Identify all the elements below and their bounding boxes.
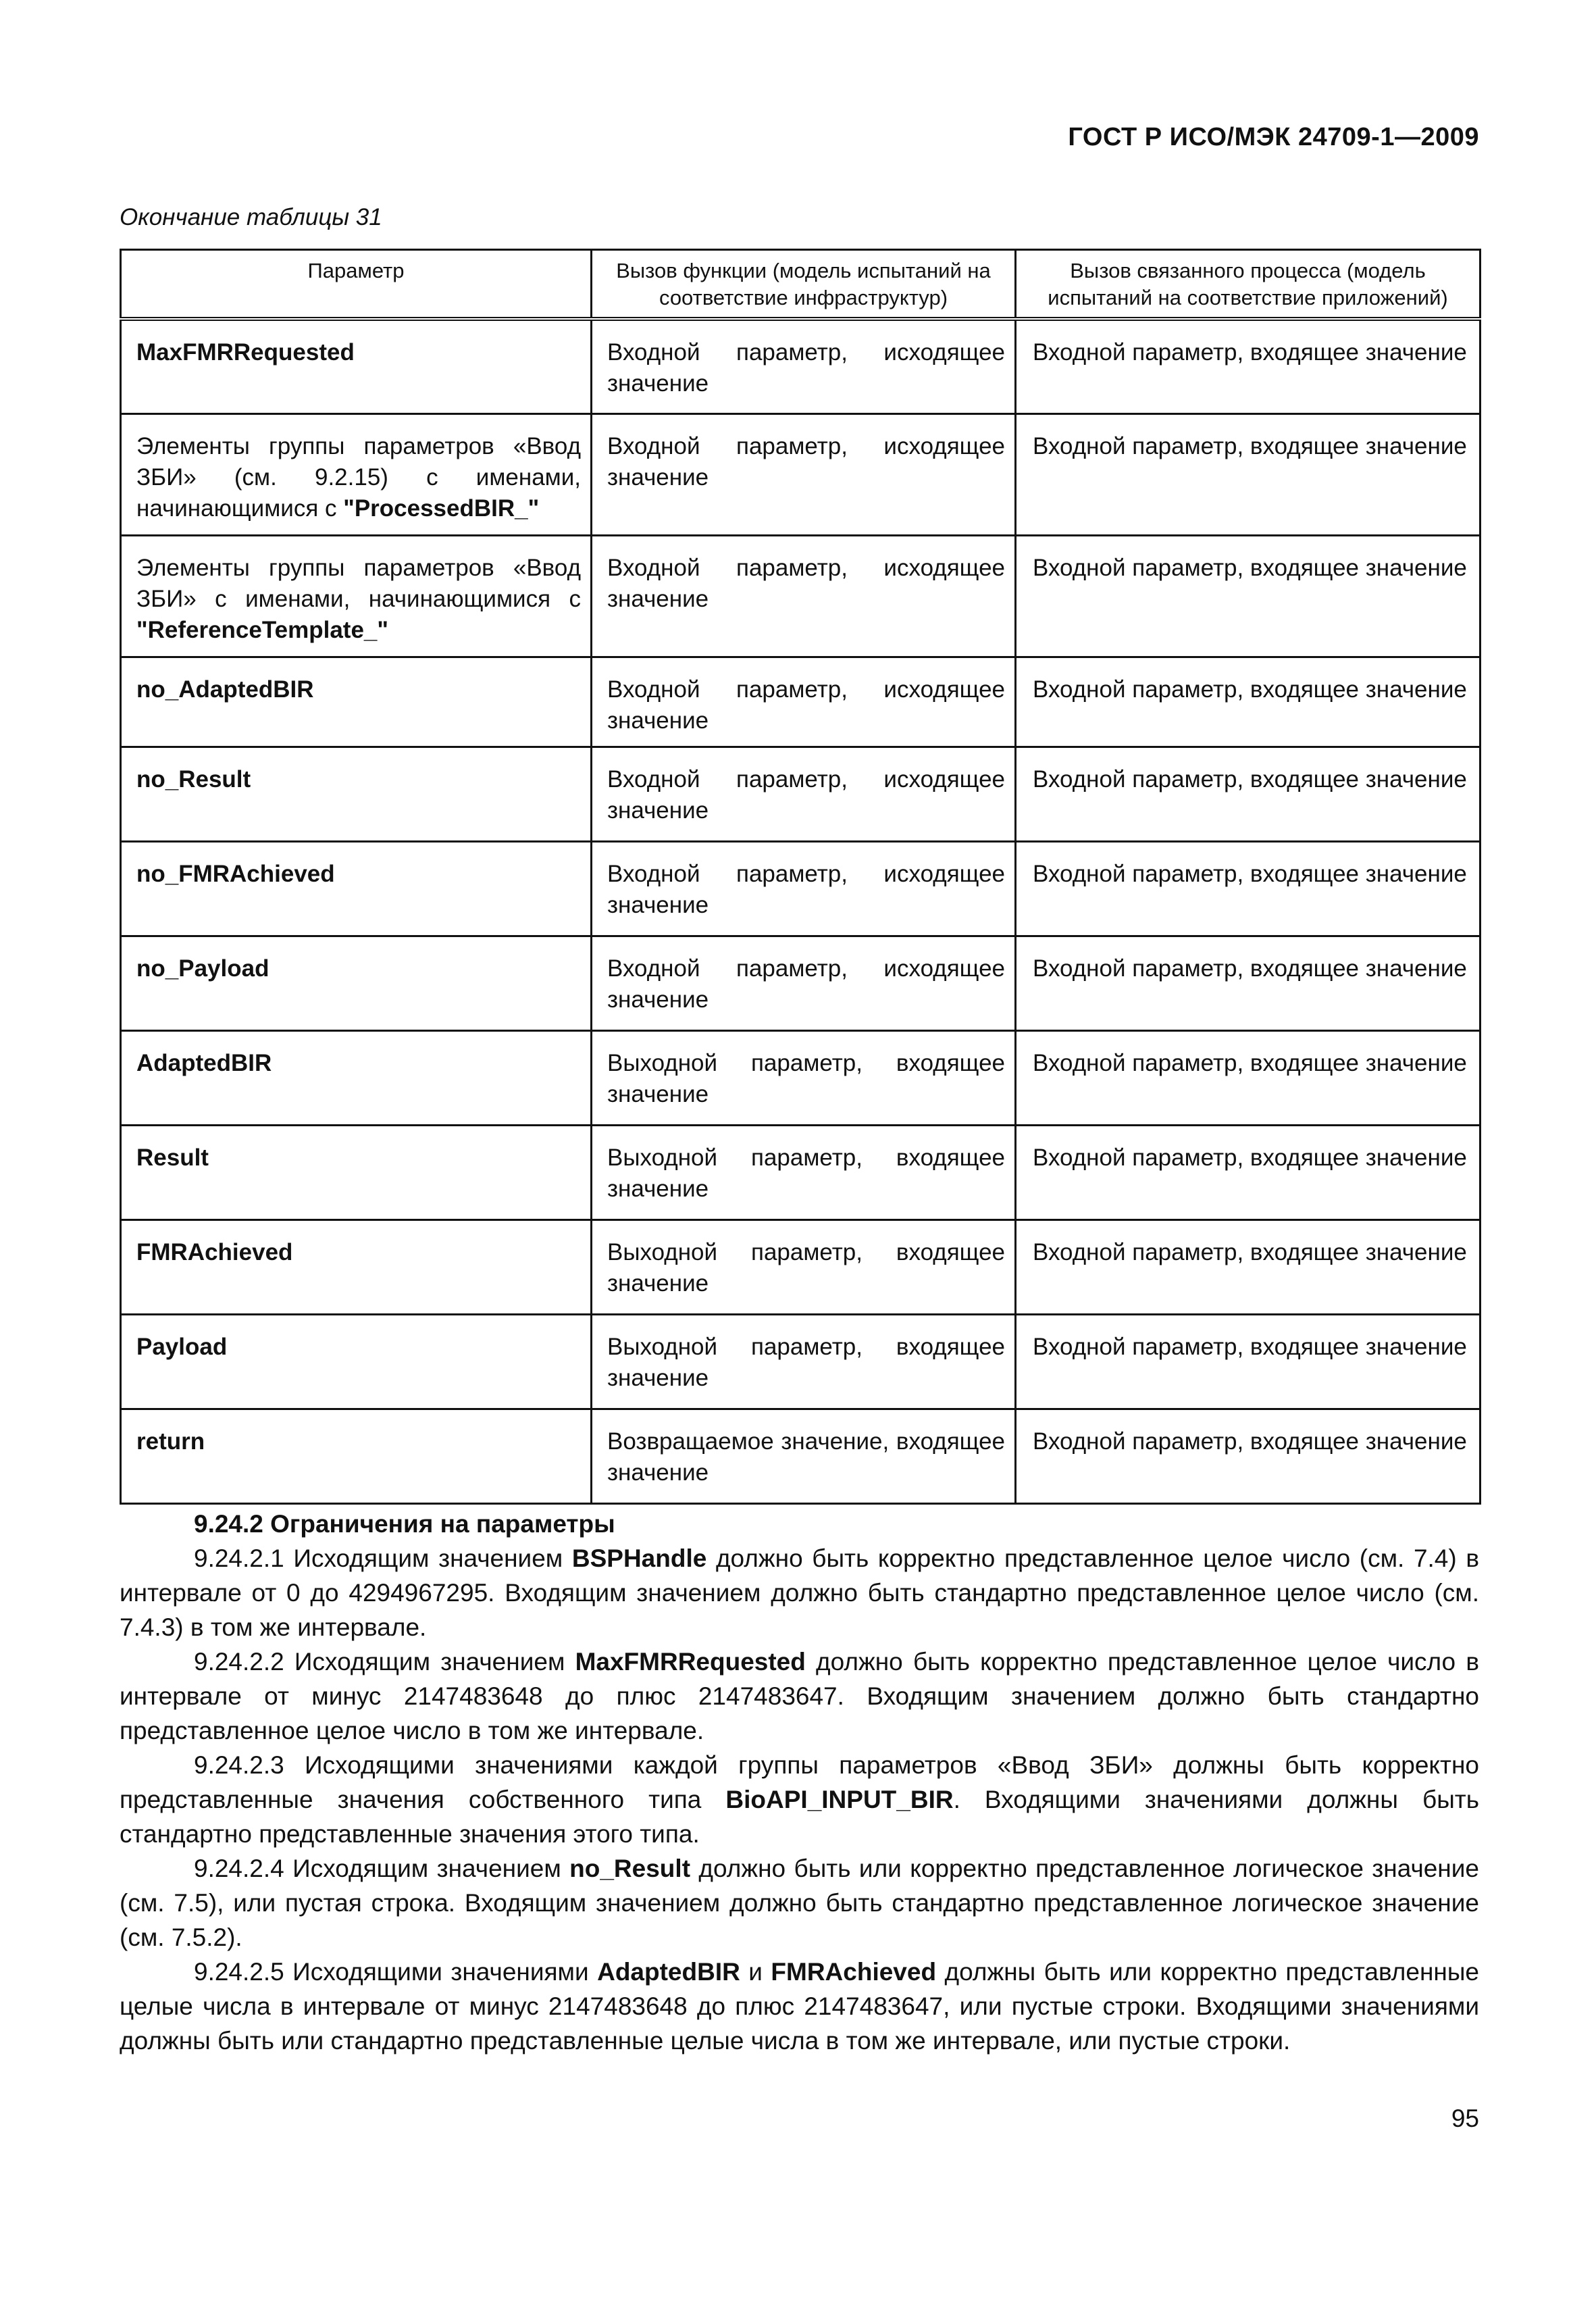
document-header: ГОСТ Р ИСО/МЭК 24709-1—2009 bbox=[1068, 123, 1479, 151]
parameters-table bbox=[120, 249, 1481, 1505]
parameter-name: "ProcessedBIR_" bbox=[343, 495, 540, 522]
parameter-cell bbox=[121, 841, 592, 936]
function-call-cell: Входной параметр, исходящее значение bbox=[592, 535, 1016, 657]
parameter-cell bbox=[121, 1125, 592, 1219]
term-maxfmrrequested: MaxFMRRequested bbox=[575, 1648, 806, 1676]
parameter-cell bbox=[121, 1314, 592, 1409]
function-call-cell: Входной параметр, исходящее значение bbox=[592, 657, 1016, 747]
paragraph-9-24-2-5: 9.24.2.5 Исходящими значениями AdaptedBIR и FMRAchieved должны быть или корректно представленные целые числа в интервале от минус 2147483648 до плюс 2147483647, или пустые строки. Входящими значениями должны быть или стандартно представленные целые числа в том же интервале, или пустые строки. bbox=[120, 1958, 1479, 2055]
table-row bbox=[121, 657, 1481, 747]
table-row bbox=[121, 1409, 1481, 1503]
function-call-cell: Входной параметр, исходящее значение bbox=[592, 319, 1016, 413]
function-call-cell: Входной параметр, исходящее значение bbox=[592, 936, 1016, 1030]
callback-cell: Входной параметр, входящее значение bbox=[1016, 1314, 1481, 1409]
callback-cell: Входной параметр, входящее значение bbox=[1016, 747, 1481, 841]
table-header-row bbox=[121, 250, 1481, 320]
function-call-cell: Выходной параметр, входящее значение bbox=[592, 1125, 1016, 1219]
callback-cell: Входной параметр, входящее значение bbox=[1016, 936, 1481, 1030]
term-bioapi-input-bir: BioAPI_INPUT_BIR bbox=[725, 1786, 954, 1813]
parameter-cell bbox=[121, 319, 592, 413]
parameter-name: no_Payload bbox=[136, 955, 269, 982]
callback-cell: Входной параметр, входящее значение bbox=[1016, 319, 1481, 413]
parameter-name: Payload bbox=[136, 1333, 228, 1360]
parameter-name: no_AdaptedBIR bbox=[136, 676, 314, 703]
table-row bbox=[121, 535, 1481, 657]
parameter-name: no_FMRAchieved bbox=[136, 860, 335, 887]
parameter-cell bbox=[121, 747, 592, 841]
table-body bbox=[121, 319, 1481, 1503]
parameter-name: no_Result bbox=[136, 765, 251, 793]
table-row bbox=[121, 841, 1481, 936]
parameter-cell bbox=[121, 1030, 592, 1125]
paragraph-9-24-2-2: 9.24.2.2 Исходящим значением MaxFMRRequested должно быть корректно представленное целое число в интервале от минус 2147483648 до плюс 2147483647. Входящим значением должно быть стандартно представленное целое число в том же интервале. bbox=[120, 1648, 1479, 1744]
section-heading: 9.24.2 Ограничения на параметры bbox=[194, 1510, 615, 1538]
paragraph-9-24-2-1: 9.24.2.1 Исходящим значением BSPHandle должно быть корректно представленное целое число (см. 7.4) в интервале от 0 до 4294967295. Входящим значением должно быть стандартно представленное целое число (см. 7.4.3) в том же интервале. bbox=[120, 1544, 1479, 1641]
parameter-cell bbox=[121, 413, 592, 535]
parameter-name: AdaptedBIR bbox=[136, 1049, 272, 1076]
function-call-cell: Выходной параметр, входящее значение bbox=[592, 1314, 1016, 1409]
callback-cell: Входной параметр, входящее значение bbox=[1016, 1219, 1481, 1314]
parameter-name: MaxFMRRequested bbox=[136, 339, 355, 366]
callback-cell: Входной параметр, входящее значение bbox=[1016, 841, 1481, 936]
table-row bbox=[121, 1125, 1481, 1219]
parameter-name: FMRAchieved bbox=[136, 1238, 293, 1265]
function-call-cell: Возвращаемое значение, входящее значение bbox=[592, 1409, 1016, 1503]
parameter-name: return bbox=[136, 1428, 205, 1455]
column-header-parameter: Параметр bbox=[121, 250, 592, 320]
table-row bbox=[121, 319, 1481, 413]
parameter-cell bbox=[121, 936, 592, 1030]
parameter-cell bbox=[121, 657, 592, 747]
table-row bbox=[121, 1219, 1481, 1314]
column-header-callback: Вызов связанного процесса (модель испытаний на соответствие приложений) bbox=[1016, 250, 1481, 320]
table-caption: Окончание таблицы 31 bbox=[120, 204, 382, 230]
table-row bbox=[121, 747, 1481, 841]
function-call-cell: Входной параметр, исходящее значение bbox=[592, 413, 1016, 535]
term-fmrachieved: FMRAchieved bbox=[771, 1958, 937, 1986]
callback-cell: Входной параметр, входящее значение bbox=[1016, 413, 1481, 535]
function-call-cell: Входной параметр, исходящее значение bbox=[592, 841, 1016, 936]
term-bsphandle: BSPHandle bbox=[571, 1544, 707, 1572]
callback-cell: Входной параметр, входящее значение bbox=[1016, 1125, 1481, 1219]
paragraph-9-24-2-4: 9.24.2.4 Исходящим значением no_Result должно быть или корректно представленное логическое значение (см. 7.5), или пустая строка. Входящим значением должно быть стандартно представленное логическое значение (см. 7.5.2). bbox=[120, 1855, 1479, 1951]
function-call-cell: Выходной параметр, входящее значение bbox=[592, 1030, 1016, 1125]
parameter-name: "ReferenceTemplate_" bbox=[136, 616, 388, 643]
callback-cell: Входной параметр, входящее значение bbox=[1016, 1030, 1481, 1125]
callback-cell: Входной параметр, входящее значение bbox=[1016, 535, 1481, 657]
callback-cell: Входной параметр, входящее значение bbox=[1016, 657, 1481, 747]
table-row bbox=[121, 936, 1481, 1030]
table-row bbox=[121, 1030, 1481, 1125]
function-call-cell: Выходной параметр, входящее значение bbox=[592, 1219, 1016, 1314]
parameter-cell bbox=[121, 1219, 592, 1314]
parameter-cell bbox=[121, 535, 592, 657]
function-call-cell: Входной параметр, исходящее значение bbox=[592, 747, 1016, 841]
callback-cell: Входной параметр, входящее значение bbox=[1016, 1409, 1481, 1503]
section-text bbox=[120, 1507, 1479, 2058]
term-no-result: no_Result bbox=[569, 1855, 691, 1882]
paragraph-9-24-2-3: 9.24.2.3 Исходящими значениями каждой группы параметров «Ввод ЗБИ» должны быть корректно представленные значения собственного типа BioAPI_INPUT_BIR. Входящими значениями должны быть стандартно представленные значения этого типа. bbox=[120, 1751, 1480, 1848]
term-adaptedbir: AdaptedBIR bbox=[597, 1958, 740, 1986]
parameter-cell bbox=[121, 1409, 592, 1503]
parameter-description: Элементы группы параметров «Ввод ЗБИ» (см. 9.2.15) с именами, начинающимися с bbox=[136, 432, 581, 522]
table-row bbox=[121, 413, 1481, 535]
page-number: 95 bbox=[1451, 2105, 1479, 2132]
column-header-function-call: Вызов функции (модель испытаний на соответствие инфраструктур) bbox=[592, 250, 1016, 320]
parameter-description: Элементы группы параметров «Ввод ЗБИ» с именами, начинающимися с bbox=[136, 554, 581, 612]
table-row bbox=[121, 1314, 1481, 1409]
parameter-name: Result bbox=[136, 1144, 209, 1171]
